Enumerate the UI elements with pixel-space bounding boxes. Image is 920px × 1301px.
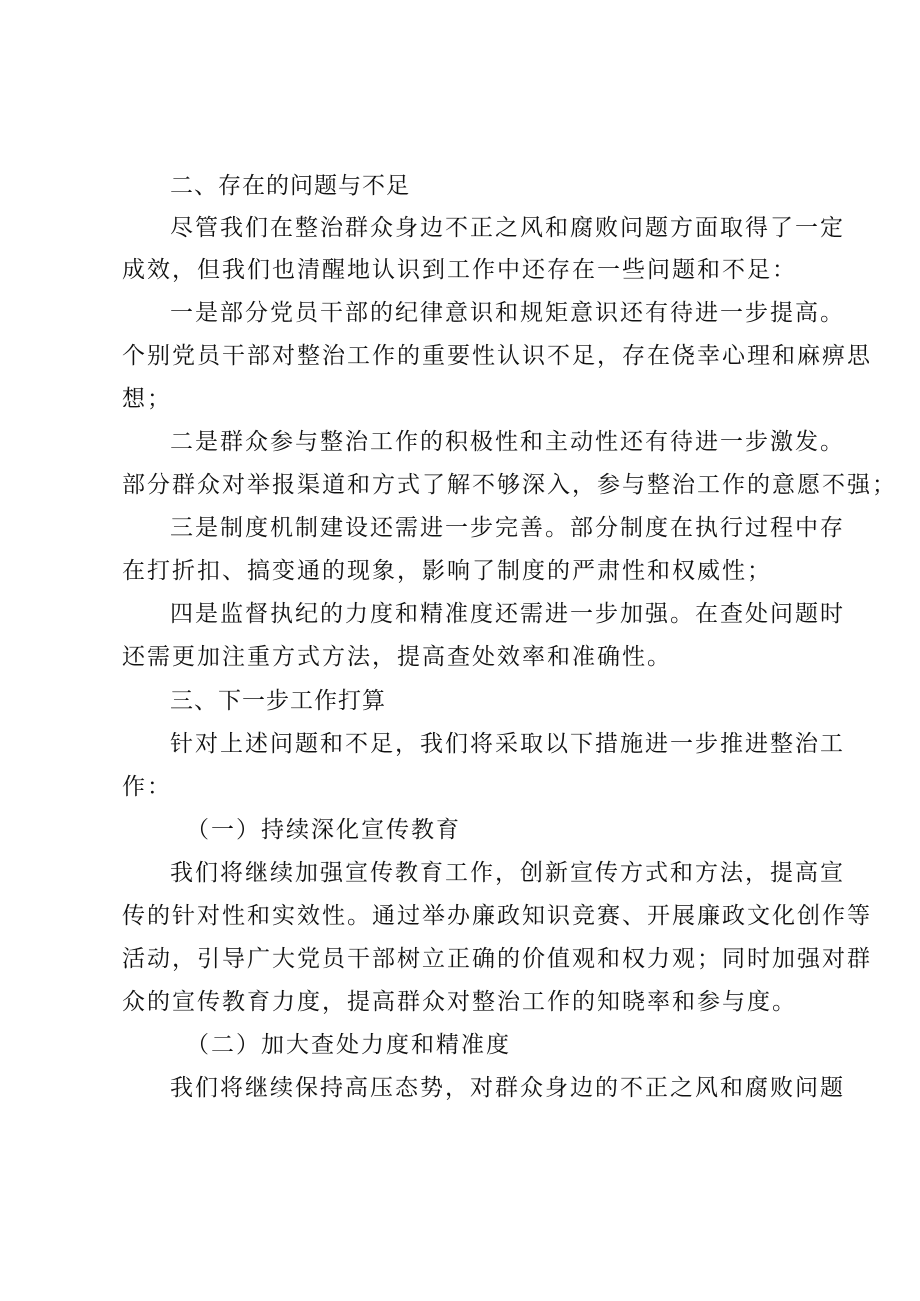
section-heading-problems: 二、存在的问题与不足 — [170, 173, 410, 199]
section-heading-next-steps: 三、下一步工作打算 — [170, 688, 386, 714]
subheading-education: （一）持续深化宣传教育 — [186, 817, 461, 843]
paragraph-line: 想； — [122, 386, 172, 412]
paragraph-line: 三是制度机制建设还需进一步完善。部分制度在执行过程中存 — [170, 515, 845, 541]
paragraph-line: 还需更加注重方式方法，提高查处效率和准确性。 — [122, 644, 672, 670]
paragraph-line: 我们将继续加强宣传教育工作，创新宣传方式和方法，提高宣 — [170, 860, 845, 886]
paragraph-line: 针对上述问题和不足，我们将采取以下措施进一步推进整治工 — [170, 731, 845, 757]
paragraph-line: 成效，但我们也清醒地认识到工作中还存在一些问题和不足： — [122, 257, 797, 283]
paragraph-line: 部分群众对举报渠道和方式了解不够深入，参与整治工作的意愿不强； — [122, 472, 897, 498]
paragraph-line: 在打折扣、搞变通的现象，影响了制度的严肃性和权威性； — [122, 558, 772, 584]
paragraph-line: 二是群众参与整治工作的积极性和主动性还有待进一步激发。 — [170, 429, 845, 455]
paragraph-line: 众的宣传教育力度，提高群众对整治工作的知晓率和参与度。 — [122, 989, 797, 1015]
paragraph-line: 个别党员干部对整治工作的重要性认识不足，存在侥幸心理和麻痹思 — [122, 343, 872, 369]
paragraph-line: 尽管我们在整治群众身边不正之风和腐败问题方面取得了一定 — [170, 215, 845, 241]
paragraph-line: 作： — [122, 774, 172, 800]
paragraph-line: 我们将继续保持高压态势，对群众身边的不正之风和腐败问题 — [170, 1075, 845, 1101]
paragraph-line: 传的针对性和实效性。通过举办廉政知识竞赛、开展廉政文化创作等 — [122, 903, 872, 929]
paragraph-line: 活动，引导广大党员干部树立正确的价值观和权力观；同时加强对群 — [122, 946, 872, 972]
subheading-investigation: （二）加大查处力度和精准度 — [186, 1032, 511, 1058]
paragraph-line: 一是部分党员干部的纪律意识和规矩意识还有待进一步提高。 — [170, 300, 845, 326]
paragraph-line: 四是监督执纪的力度和精准度还需进一步加强。在查处问题时 — [170, 601, 845, 627]
